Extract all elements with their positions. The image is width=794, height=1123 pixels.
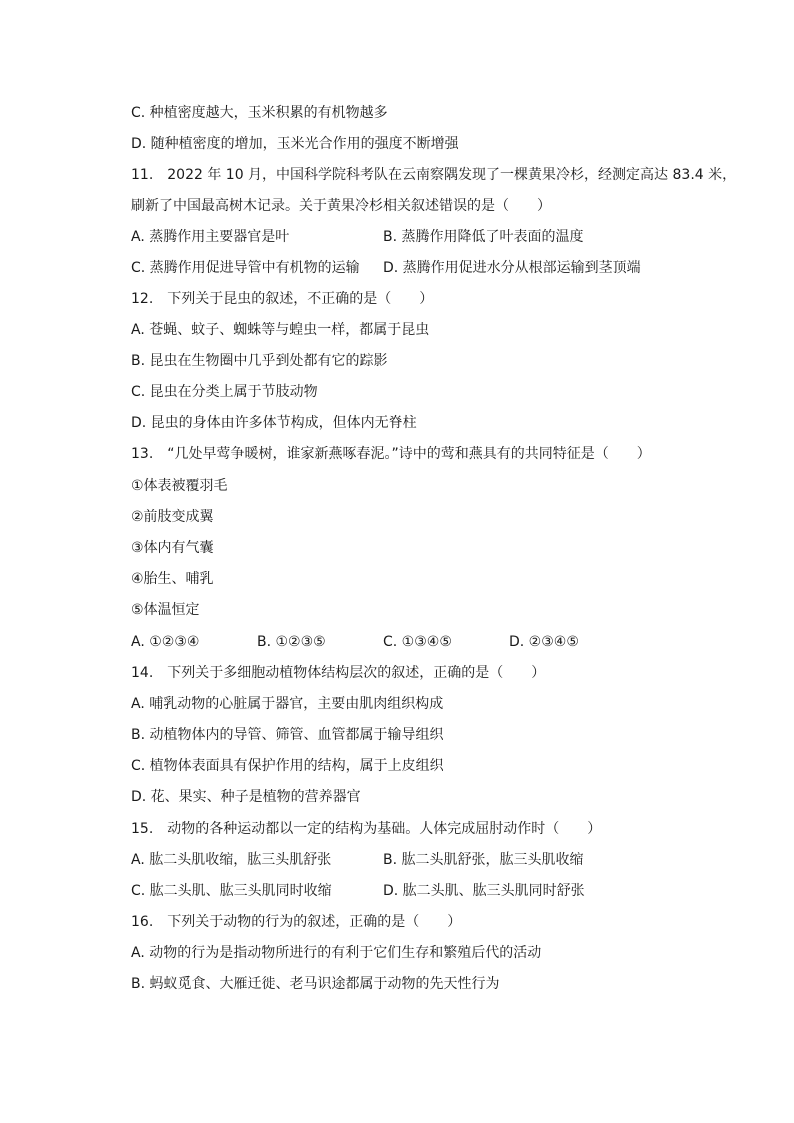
q14-option-c: C. 植物体表面具有保护作用的结构，属于上皮组织 (131, 758, 444, 774)
q14-option-a: A. 哺乳动物的心脏属于器官，主要由肌肉组织构成 (131, 696, 444, 712)
q13-statement-5: ⑤体温恒定 (131, 602, 200, 618)
q13-option-b: B. ①②③⑤ (257, 634, 326, 650)
q11-option-c: C. 蒸腾作用促进导管中有机物的运输 (131, 260, 360, 276)
q11-stem-line2: 刷新了中国最高树木记录。关于黄果冷杉相关叙述错误的是（ ） (131, 198, 551, 214)
q13-stem: 13. “几处早莺争暖树，谁家新燕啄春泥。”诗中的莺和燕具有的共同特征是（ ） (131, 446, 651, 462)
q13-option-a: A. ①②③④ (131, 634, 200, 650)
q15-option-a: A. 肱二头肌收缩，肱三头肌舒张 (131, 852, 332, 868)
q13-option-c: C. ①③④⑤ (383, 634, 452, 650)
q14-stem: 14. 下列关于多细胞动植物体结构层次的叙述，正确的是（ ） (131, 665, 546, 681)
q13-statement-1: ①体表被覆羽毛 (131, 478, 228, 494)
q16-stem: 16. 下列关于动物的行为的叙述，正确的是（ ） (131, 914, 462, 930)
q14-option-d: D. 花、果实、种子是植物的营养器官 (131, 789, 361, 805)
q11-option-a: A. 蒸腾作用主要器官是叶 (131, 229, 290, 245)
q15-option-b: B. 肱二头肌舒张，肱三头肌收缩 (383, 852, 584, 868)
q12-option-b: B. 昆虫在生物圈中几乎到处都有它的踪影 (131, 353, 388, 369)
q10-option-c: C. 种植密度越大，玉米积累的有机物越多 (131, 105, 388, 121)
q13-statement-3: ③体内有气囊 (131, 540, 214, 556)
q10-option-d: D. 随种植密度的增加，玉米光合作用的强度不断增强 (131, 136, 459, 152)
q15-option-d: D. 肱二头肌、肱三头肌同时舒张 (383, 883, 585, 899)
q13-statement-2: ②前肢变成翼 (131, 509, 214, 525)
q12-stem: 12. 下列关于昆虫的叙述，不正确的是（ ） (131, 291, 434, 307)
q11-stem-line1: 11. 2022 年 10 月，中国科学院科考队在云南察隅发现了一棵黄果冷杉，经测定高达 83.4 米， (131, 167, 737, 183)
q13-statement-4: ④胎生、哺乳 (131, 571, 214, 587)
q12-option-c: C. 昆虫在分类上属于节肢动物 (131, 384, 318, 400)
q15-stem: 15. 动物的各种运动都以一定的结构为基础。人体完成屈肘动作时（ ） (131, 821, 602, 837)
q14-option-b: B. 动植物体内的导管、筛管、血管都属于输导组织 (131, 727, 444, 743)
q13-option-d: D. ②③④⑤ (509, 634, 579, 650)
q16-option-a: A. 动物的行为是指动物所进行的有利于它们生存和繁殖后代的活动 (131, 945, 542, 961)
q15-option-c: C. 肱二头肌、肱三头肌同时收缩 (131, 883, 332, 899)
q16-option-b: B. 蚂蚁觅食、大雁迁徙、老马识途都属于动物的先天性行为 (131, 976, 500, 992)
q11-option-b: B. 蒸腾作用降低了叶表面的温度 (383, 229, 584, 245)
q12-option-a: A. 苍蝇、蚊子、蜘蛛等与蝗虫一样，都属于昆虫 (131, 322, 430, 338)
q11-option-d: D. 蒸腾作用促进水分从根部运输到茎顶端 (383, 260, 641, 276)
q12-option-d: D. 昆虫的身体由许多体节构成，但体内无脊柱 (131, 415, 417, 431)
